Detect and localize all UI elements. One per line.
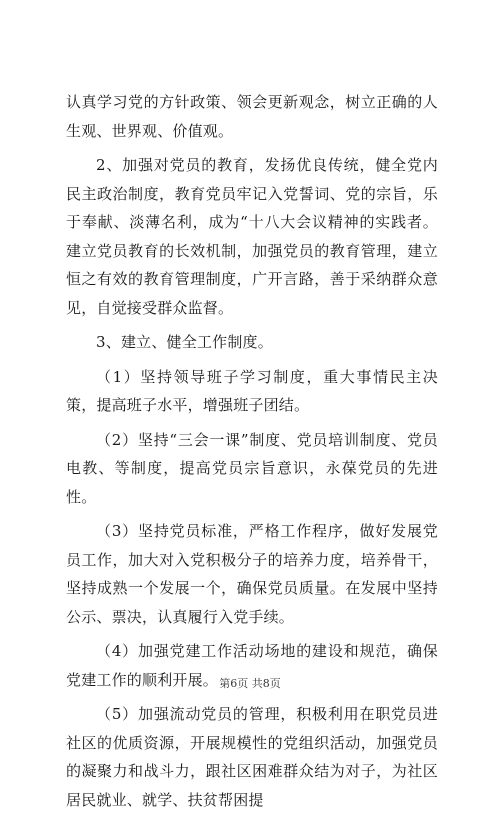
page-footer: 第6页 共8页 bbox=[219, 677, 281, 690]
paragraph-7: （4）加强党建工作活动场地的建设和规范，确保党建工作的顺利开展。 bbox=[66, 642, 438, 689]
document-body bbox=[66, 88, 438, 820]
paragraph-2: 2、加强对党员的教育，发扬优良传统，健全党内民主政治制度，教育党员牢记入党誓词、党的宗旨，乐于奉献、淡薄名利，成为“十八大会议精神的实践者。建立党员教育的长效机制，加强党员的教育管理，建立恒之有效的教育管理制度，广开言路，善于采纳群众意见，自觉接受群众监督。 bbox=[66, 156, 438, 317]
paragraph-3: 3、建立、健全工作制度。 bbox=[96, 333, 273, 351]
paragraph-6: （3）坚持党员标准，严格工作程序，做好发展党员工作，加大对入党积极分子的培养力度，培养骨干，坚持成熟一个发展一个，确保党员质量。在发展中坚持公示、票决，认真履行入党手续。 bbox=[66, 522, 438, 626]
paragraph-1: 认真学习党的方针政策、领会更新观念，树立正确的人生观、世界观、价值观。 bbox=[66, 93, 438, 140]
paragraph-8: （5）加强流动党员的管理，积极利用在职党员进社区的优质资源，开展规模性的党组织活动，加强党员的凝聚力和战斗力，跟社区困难群众结为对子，为社区居民就业、就学、扶贫帮困提 bbox=[66, 705, 438, 809]
paragraph-4: （1）坚持领导班子学习制度，重大事情民主决策，提高班子水平，增强班子团结。 bbox=[66, 367, 438, 414]
paragraph-5: （2）坚持“三会一课”制度、党员培训制度、党员电教、等制度，提高党员宗旨意识，永葆党员的先进性。 bbox=[66, 430, 438, 506]
